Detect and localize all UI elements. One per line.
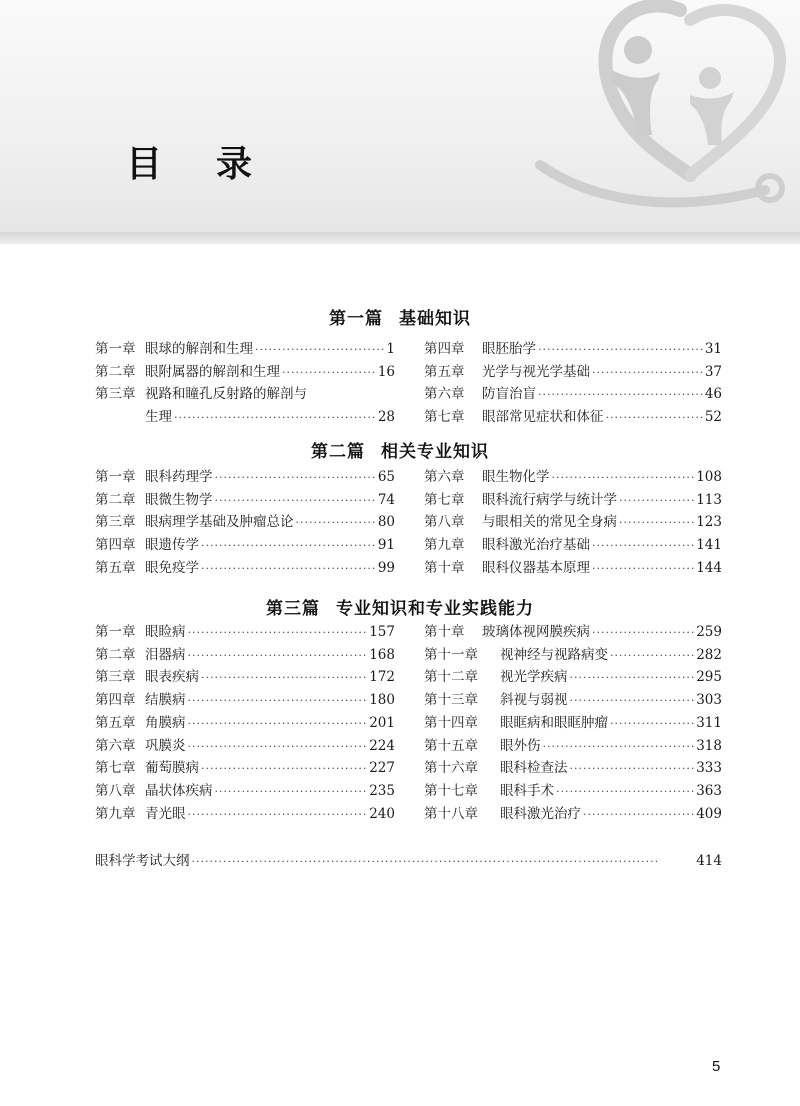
leader-dots	[201, 667, 367, 689]
appendix-name: 眼科学考试大纲	[95, 853, 190, 869]
toc-entry[interactable]	[424, 712, 722, 734]
chapter-name: 眼科手术	[500, 782, 554, 799]
chapter-name: 眼胚胎学	[482, 341, 536, 357]
leader-dots	[201, 558, 376, 580]
toc-entry[interactable]	[424, 689, 722, 711]
toc-entry[interactable]	[424, 511, 722, 533]
chapter-name: 眼科仪器基本原理	[482, 559, 590, 576]
chapter-name-continued: 生理	[145, 409, 172, 426]
chapter-name: 葡萄膜病	[145, 760, 199, 777]
toc-entry[interactable]	[424, 534, 722, 556]
chapter-name: 眼部常见症状和体征	[482, 409, 604, 426]
chapter-number: 第一章	[95, 341, 136, 357]
page-ref: 16	[377, 363, 395, 380]
page-title: 目录	[126, 144, 307, 185]
leader-dots	[556, 781, 694, 803]
toc-entry[interactable]	[424, 338, 722, 360]
toc-entry[interactable]	[95, 803, 395, 825]
chapter-name: 与眼相关的常见全身病	[482, 514, 617, 531]
chapter-name: 视神经与视路病变	[500, 646, 608, 663]
page-ref: 52	[704, 409, 722, 426]
chapter-name: 斜视与弱视	[500, 692, 568, 709]
toc-entry[interactable]	[95, 534, 395, 556]
chapter-number: 第七章	[95, 760, 136, 777]
page-ref: 303	[696, 692, 722, 709]
page-ref: 91	[377, 537, 395, 554]
page-ref: 28	[377, 409, 395, 426]
chapter-name: 眼外伤	[500, 737, 541, 754]
part-title	[0, 437, 800, 462]
page-ref: 141	[696, 537, 722, 554]
page-ref: 80	[377, 514, 395, 531]
toc-entry-continuation[interactable]	[145, 406, 395, 428]
toc-entry[interactable]	[95, 557, 395, 579]
chapter-number: 第七章	[424, 409, 465, 426]
page-ref: 65	[377, 469, 395, 485]
page-ref: 113	[696, 491, 722, 508]
leader-dots	[192, 851, 695, 873]
chapter-number: 第十七章	[424, 782, 478, 799]
chapter-number: 第十四章	[424, 714, 478, 731]
chapter-number: 第六章	[424, 386, 465, 403]
toc-entry[interactable]	[95, 466, 395, 488]
chapter-number: 第三章	[95, 386, 136, 403]
page-ref: 295	[696, 669, 722, 686]
leader-dots	[570, 690, 695, 712]
appendix-entry[interactable]	[95, 850, 722, 872]
toc-entry[interactable]	[95, 780, 395, 802]
page-ref: 99	[377, 559, 395, 576]
part-name: 专业知识和专业实践能力	[336, 599, 534, 619]
page-ref: 144	[696, 559, 722, 576]
appendix-page: 414	[696, 853, 722, 869]
toc-entry[interactable]	[424, 621, 722, 643]
chapter-number: 第四章	[95, 537, 136, 554]
chapter-name: 眼球的解剖和生理	[145, 341, 253, 357]
toc-entry[interactable]	[424, 361, 722, 383]
page-ref: 31	[704, 341, 722, 357]
toc-entry[interactable]	[95, 757, 395, 779]
leader-dots	[552, 467, 695, 489]
toc-entry[interactable]	[95, 621, 395, 643]
page-ref: 259	[696, 624, 722, 640]
chapter-number: 第四章	[424, 341, 465, 357]
part-name: 基础知识	[399, 309, 471, 329]
chapter-name: 眼科激光治疗基础	[482, 537, 590, 554]
chapter-name: 眼科药理学	[145, 469, 213, 485]
page-ref: 318	[696, 737, 722, 754]
page-ref: 240	[369, 805, 395, 822]
chapter-name: 眼微生物学	[145, 491, 213, 508]
toc-entry[interactable]	[424, 644, 722, 666]
page-ref: 224	[369, 737, 395, 754]
toc-entry[interactable]	[424, 735, 722, 757]
leader-dots	[188, 804, 368, 826]
page-ref: 227	[369, 760, 395, 777]
chapter-name: 眼免疫学	[145, 559, 199, 576]
chapter-number: 第五章	[95, 714, 136, 731]
page-ref: 180	[369, 692, 395, 709]
leader-dots	[583, 804, 694, 826]
chapter-number: 第二章	[95, 491, 136, 508]
leader-dots	[606, 407, 703, 429]
leader-dots	[215, 467, 376, 489]
chapter-name: 玻璃体视网膜疾病	[482, 624, 590, 640]
toc-entry[interactable]	[95, 689, 395, 711]
chapter-number: 第一章	[95, 624, 136, 640]
leader-dots	[296, 512, 376, 534]
toc-entry[interactable]	[95, 511, 395, 533]
medical-heart-logo	[530, 0, 800, 232]
chapter-name: 泪器病	[145, 646, 186, 663]
leader-dots	[174, 407, 376, 429]
chapter-name: 晶状体疾病	[145, 782, 213, 799]
part-label: 第三篇	[266, 599, 320, 619]
toc-entry[interactable]	[95, 338, 395, 360]
page-ref: 46	[704, 386, 722, 403]
chapter-number: 第十章	[424, 624, 465, 640]
leader-dots	[188, 645, 368, 667]
chapter-number: 第五章	[424, 363, 465, 380]
chapter-name: 眼生物化学	[482, 469, 550, 485]
part-name: 相关专业知识	[381, 442, 489, 462]
leader-dots	[201, 535, 376, 557]
toc-entry[interactable]	[95, 361, 395, 383]
chapter-name: 眼科流行病学与统计学	[482, 491, 617, 508]
chapter-number: 第十一章	[424, 646, 478, 663]
chapter-number: 第十八章	[424, 805, 478, 822]
leader-dots	[610, 713, 694, 735]
chapter-name: 光学与视光学基础	[482, 363, 590, 380]
leader-dots	[282, 362, 376, 384]
chapter-name: 角膜病	[145, 714, 186, 731]
page-ref: 123	[696, 514, 722, 531]
page-ref: 201	[369, 714, 395, 731]
chapter-name: 视路和瞳孔反射路的解剖与	[145, 386, 307, 403]
part-title	[0, 304, 800, 329]
leader-dots	[188, 690, 368, 712]
chapter-number: 第三章	[95, 514, 136, 531]
chapter-name: 视光学疾病	[500, 669, 568, 686]
page-ref: 1	[386, 341, 395, 357]
leader-dots	[255, 339, 384, 361]
leader-dots	[188, 622, 368, 644]
toc-entry[interactable]	[95, 383, 395, 405]
leader-dots	[619, 490, 694, 512]
leader-dots	[592, 622, 694, 644]
toc-entry[interactable]	[424, 780, 722, 802]
chapter-number: 第二章	[95, 363, 136, 380]
page-ref: 157	[369, 624, 395, 640]
chapter-name: 青光眼	[145, 805, 186, 822]
leader-dots	[592, 558, 694, 580]
page-ref: 409	[696, 805, 722, 822]
page-ref: 311	[696, 714, 722, 731]
toc-entry[interactable]	[95, 735, 395, 757]
toc-entry[interactable]	[95, 712, 395, 734]
page-ref: 235	[369, 782, 395, 799]
part-label: 第二篇	[311, 442, 365, 462]
chapter-number: 第二章	[95, 646, 136, 663]
chapter-number: 第七章	[424, 491, 465, 508]
page-ref: 172	[369, 669, 395, 686]
leader-dots	[570, 667, 695, 689]
leader-dots	[215, 490, 376, 512]
leader-dots	[619, 512, 694, 534]
chapter-number: 第十五章	[424, 737, 478, 754]
chapter-name: 防盲治盲	[482, 386, 536, 403]
chapter-number: 第十章	[424, 559, 465, 576]
leader-dots	[592, 535, 694, 557]
page-ref: 108	[696, 469, 722, 485]
page-ref: 282	[696, 646, 722, 663]
toc-entry[interactable]	[95, 489, 395, 511]
chapter-number: 第十二章	[424, 669, 478, 686]
leader-dots	[188, 713, 368, 735]
chapter-number: 第五章	[95, 559, 136, 576]
leader-dots	[592, 362, 703, 384]
chapter-number: 第三章	[95, 669, 136, 686]
toc-entry[interactable]	[424, 489, 722, 511]
toc-entry[interactable]	[424, 803, 722, 825]
page-ref: 74	[377, 491, 395, 508]
page-number: 5	[712, 1058, 721, 1075]
chapter-number: 第六章	[95, 737, 136, 754]
chapter-name: 眼病理学基础及肿瘤总论	[145, 514, 294, 531]
chapter-number: 第一章	[95, 469, 136, 485]
chapter-number: 第十六章	[424, 760, 478, 777]
chapter-number: 第八章	[424, 514, 465, 531]
chapter-name: 眼睑病	[145, 624, 186, 640]
toc-entry[interactable]	[424, 757, 722, 779]
leader-dots	[201, 758, 367, 780]
chapter-number: 第四章	[95, 692, 136, 709]
toc-entry[interactable]	[424, 557, 722, 579]
chapter-name: 眼遗传学	[145, 537, 199, 554]
chapter-number: 第十三章	[424, 692, 478, 709]
toc-entry[interactable]	[424, 666, 722, 688]
chapter-name: 眼表疾病	[145, 669, 199, 686]
page-ref: 333	[696, 760, 722, 777]
leader-dots	[570, 758, 695, 780]
leader-dots	[610, 645, 694, 667]
chapter-name: 眼科检查法	[500, 760, 568, 777]
toc-entry[interactable]	[424, 383, 722, 405]
part-title	[0, 594, 800, 619]
chapter-name: 眼附属器的解剖和生理	[145, 363, 280, 380]
toc-entry[interactable]	[95, 644, 395, 666]
toc-entry[interactable]	[95, 666, 395, 688]
chapter-name: 巩膜炎	[145, 737, 186, 754]
toc-entry[interactable]	[424, 466, 722, 488]
chapter-name: 结膜病	[145, 692, 186, 709]
chapter-number: 第八章	[95, 782, 136, 799]
leader-dots	[215, 781, 368, 803]
chapter-number: 第九章	[424, 537, 465, 554]
leader-dots	[538, 384, 703, 406]
chapter-number: 第六章	[424, 469, 465, 485]
chapter-name: 眼科激光治疗	[500, 805, 581, 822]
header-divider	[0, 232, 800, 244]
leader-dots	[538, 339, 703, 361]
chapter-name: 眼眶病和眼眶肿瘤	[500, 714, 608, 731]
leader-dots	[543, 736, 695, 758]
page-ref: 363	[696, 782, 722, 799]
chapter-number: 第九章	[95, 805, 136, 822]
leader-dots	[188, 736, 368, 758]
page-ref: 37	[704, 363, 722, 380]
part-label: 第一篇	[329, 309, 383, 329]
toc-entry[interactable]	[424, 406, 722, 428]
page-ref: 168	[369, 646, 395, 663]
